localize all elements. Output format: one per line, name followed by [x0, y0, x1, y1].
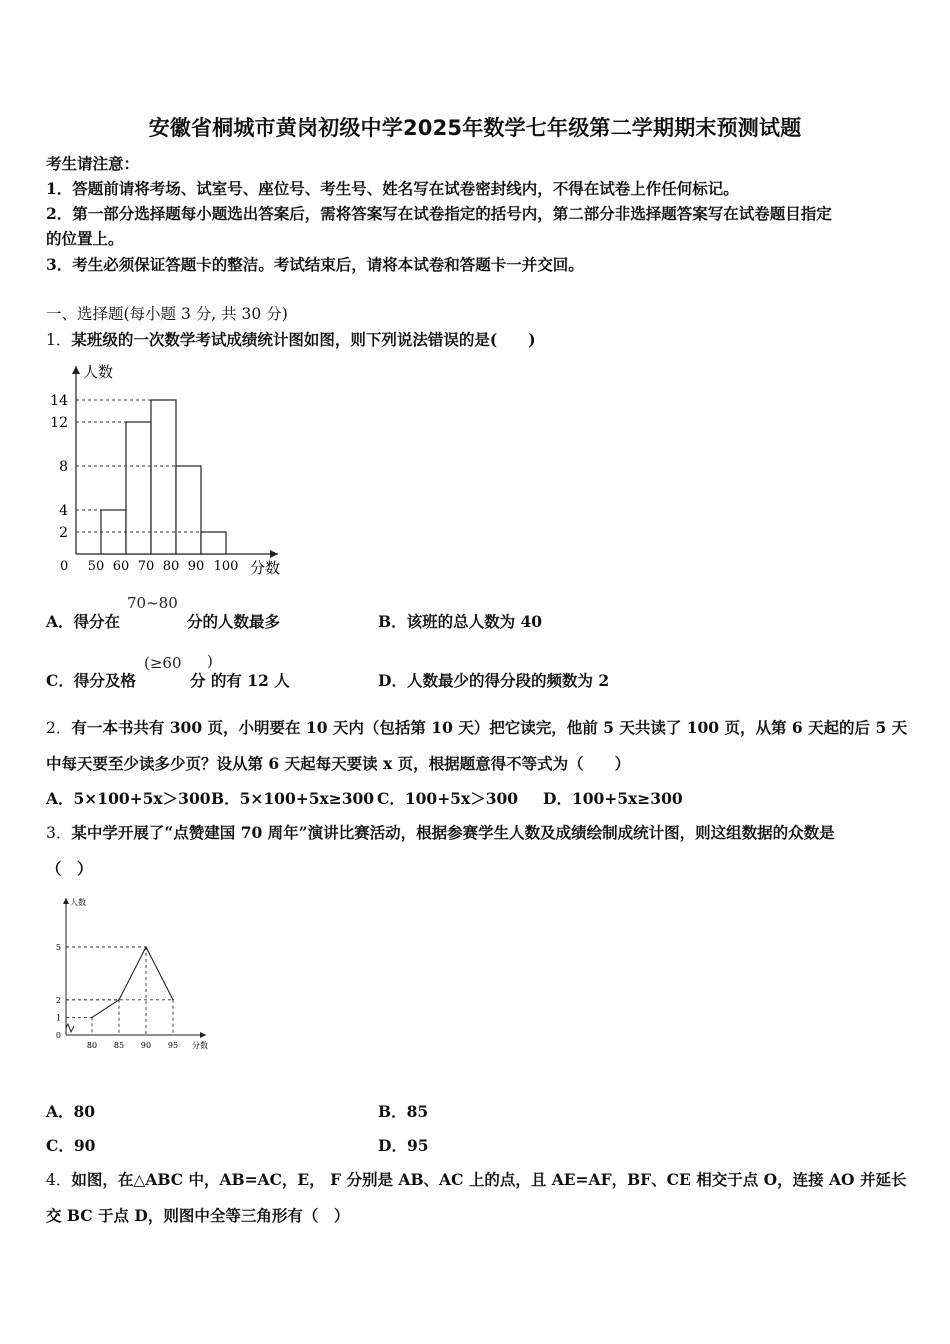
- x-axis-arrow: [200, 1032, 206, 1038]
- question-number: 1．: [46, 331, 72, 349]
- histogram-bar: [126, 422, 151, 554]
- q2-option-a[interactable]: A．5×100+5x＞300: [46, 789, 211, 808]
- question-4-cont: 交 BC 于点 D，则图中全等三角形有（ ）: [46, 1206, 350, 1225]
- x-tick-label: 80: [162, 559, 180, 574]
- q2-option-b[interactable]: B．5×100+5x≥300: [211, 789, 375, 808]
- q3-option-d[interactable]: D．95: [378, 1136, 429, 1155]
- notice-item-1: 1．答题前请将考场、试室号、座位号、考生号、姓名写在试卷密封线内，不得在试卷上作任何标记。: [46, 179, 739, 198]
- q1-option-a[interactable]: [46, 610, 120, 632]
- y-tick-label: 2: [55, 995, 61, 1005]
- page-title: 安徽省桐城市黄岗初级中学2025年数学七年级第二学期期末预测试题: [148, 116, 802, 140]
- y-tick-label: 12: [50, 415, 68, 431]
- q1-option-c-condition: (≥60: [144, 654, 182, 672]
- x-axis-label: 分数: [250, 559, 281, 577]
- x-axis-label: 分数: [192, 1041, 208, 1050]
- q2-option-c[interactable]: C．100+5x＞300: [377, 789, 519, 808]
- x-tick-label: 70: [137, 559, 155, 574]
- q1-option-a-range: 70~80: [127, 594, 178, 612]
- y-axis-arrow: [72, 366, 80, 374]
- q1-option-c[interactable]: C．得分及格: [46, 671, 136, 690]
- y-axis-label: 人数: [70, 898, 86, 907]
- q3-option-c[interactable]: C．90: [46, 1136, 96, 1155]
- y-tick-label: 8: [59, 459, 68, 475]
- q1-option-a-prefix: A．得分在: [46, 612, 121, 631]
- notice-item-2-cont: 的位置上。: [46, 229, 124, 248]
- x-tick-label: 0: [60, 559, 69, 574]
- x-tick-label: 85: [113, 1041, 125, 1050]
- histogram-bar: [151, 400, 176, 554]
- data-line: [92, 947, 173, 1017]
- question-3: [46, 821, 835, 843]
- question-number: 4．: [46, 1171, 72, 1189]
- question-2: [46, 716, 907, 738]
- y-tick-label: 14: [50, 393, 68, 409]
- y-axis-label: 人数: [83, 363, 114, 381]
- y-tick-label: 5: [55, 943, 61, 952]
- y-tick-label: 2: [59, 525, 68, 541]
- question-text: 有一本书共有 300 页，小明要在 10 天内（包括第 10 天）把它读完，他前 5 天共读了 100 页，从第 6 天起的后 5 天: [71, 718, 908, 737]
- question-3-cont: （ ）: [46, 859, 93, 878]
- data-point: [91, 1017, 93, 1019]
- histogram-bar: [176, 466, 201, 554]
- q1-option-a-suffix: 分的人数最多: [187, 612, 281, 631]
- y-axis-arrow: [63, 898, 69, 904]
- q3-option-b[interactable]: B．85: [378, 1102, 429, 1121]
- x-tick-label: 95: [167, 1041, 179, 1050]
- x-tick-label: 90: [140, 1041, 152, 1050]
- question-4: [46, 1168, 906, 1190]
- histogram-chart: [40, 356, 300, 586]
- x-tick-label: 80: [86, 1041, 98, 1050]
- question-text: 如图，在△ABC 中，AB=AC，E， F 分别是 AB、AC 上的点，且 AE=AF，BF、CE 相交于点 O，连接 AO 并延长: [71, 1170, 907, 1189]
- q1-option-d[interactable]: D．人数最少的得分段的频数为 2: [378, 671, 610, 690]
- x-tick-label: 60: [112, 559, 130, 574]
- y-tick-label: 4: [59, 503, 68, 519]
- y-tick-label: 1: [55, 1013, 61, 1023]
- question-1: [46, 328, 536, 350]
- question-text: 某班级的一次数学考试成绩统计图如图，则下列说法错误的是( ): [71, 330, 536, 349]
- x-tick-label: 50: [87, 559, 105, 574]
- data-point: [118, 999, 120, 1001]
- section-heading: 一、选择题(每小题 3 分, 共 30 分): [46, 305, 288, 323]
- data-point: [172, 999, 174, 1001]
- line-chart: [44, 890, 224, 1060]
- notice-item-2: 2．第一部分选择题每小题选出答案后，需将答案写在试卷指定的括号内，第二部分非选择题答案写在试卷题目指定: [46, 204, 832, 223]
- x-tick-label: 90: [187, 559, 205, 574]
- q1-option-c-suffix: 分 的有 12 人: [190, 671, 290, 690]
- q2-option-d[interactable]: D．100+5x≥300: [543, 789, 683, 808]
- question-number: 2．: [46, 719, 72, 737]
- question-2-cont: 中每天要至少读多少页？设从第 6 天起每天要读 x 页，根据题意得不等式为（ ）: [46, 754, 631, 773]
- q1-option-b[interactable]: B．该班的总人数为 40: [378, 612, 543, 631]
- histogram-bar: [201, 532, 226, 554]
- notice-heading: 考生请注意：: [46, 154, 140, 173]
- q1-option-c-paren: ): [207, 652, 213, 670]
- x-axis-arrow: [270, 550, 278, 558]
- x-tick-label: 100: [213, 559, 239, 574]
- q3-option-a[interactable]: A．80: [46, 1102, 96, 1121]
- question-number: 3．: [46, 824, 72, 842]
- data-point: [145, 946, 147, 948]
- axis-break: [66, 1024, 74, 1032]
- notice-item-3: 3．考生必须保证答题卡的整洁。考试结束后，请将本试卷和答题卡一并交回。: [46, 255, 584, 274]
- y-tick-label: 0: [55, 1031, 61, 1040]
- question-text: 某中学开展了“点赞建国 70 周年”演讲比赛活动，根据参赛学生人数及成绩绘制成统计图，则这组数据的众数是: [71, 823, 835, 842]
